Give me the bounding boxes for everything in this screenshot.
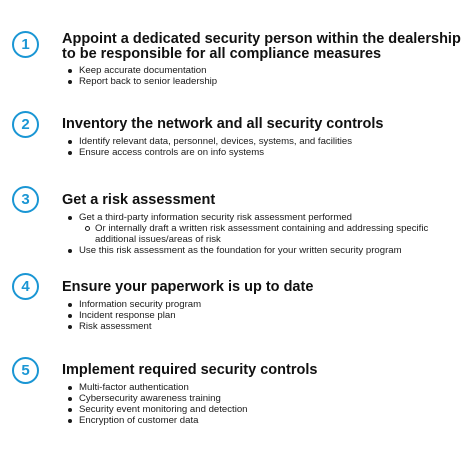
step-item-list [62,65,469,87]
step-item-list [62,299,469,332]
step-item-list [62,382,469,426]
step-title: Get a risk assessment [62,192,216,208]
list-item: Use this risk assessment as the foundation for your written security program [79,245,469,256]
step-title: Appoint a dedicated security person within the dealership to be responsible for all compliance measures [62,31,461,62]
list-item: Information security program [79,299,469,310]
list-item: Keep accurate documentation [79,65,469,76]
list-item: Encryption of customer data [79,415,469,426]
sub-list-item: Or internally draft a written risk assessment containing and addressing specific additional issues/areas of risk [95,223,469,245]
list-item: Multi-factor authentication [79,382,469,393]
step-title: Ensure your paperwork is up to date [62,279,314,295]
step-title: Implement required security controls [62,362,318,378]
list-item: Incident response plan [79,310,469,321]
list-item [79,212,469,245]
list-item-text: Get a third-party information security risk assessment performed [79,212,352,223]
step-item-list [62,136,469,158]
step-number-badge: 3 [12,186,39,213]
step-title: Inventory the network and all security controls [62,116,384,132]
step-number-badge: 5 [12,357,39,384]
list-item: Ensure access controls are on info systems [79,147,469,158]
list-item: Cybersecurity awareness training [79,393,469,404]
list-item: Report back to senior leadership [79,76,469,87]
step-number-badge: 4 [12,273,39,300]
step-number-badge: 1 [12,31,39,58]
list-item: Risk assessment [79,321,469,332]
list-item: Security event monitoring and detection [79,404,469,415]
list-item: Identify relevant data, personnel, devices, systems, and facilities [79,136,469,147]
sub-item-list [79,223,469,245]
step-item-list [62,212,469,256]
step-number-badge: 2 [12,111,39,138]
